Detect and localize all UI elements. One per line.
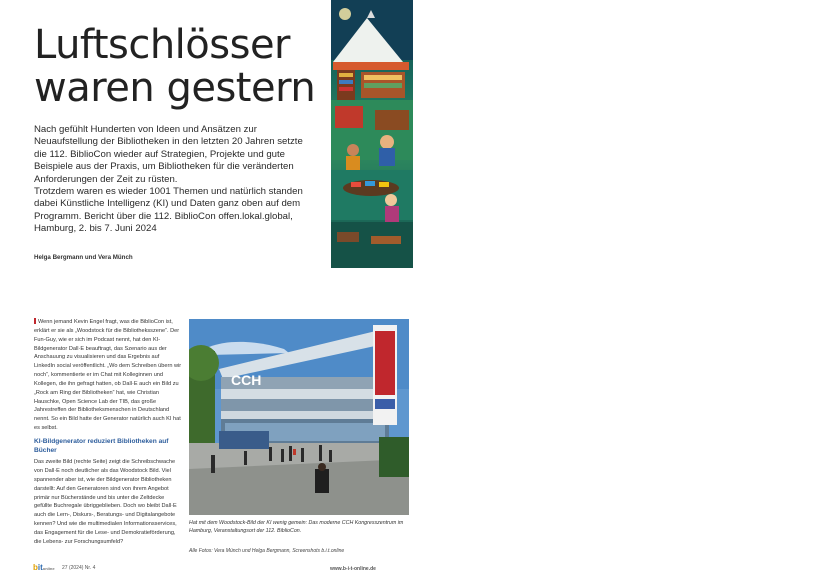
photo-credit: Alle Fotos: Vera Münch und Helga Bergmann, Screenshots b.i.t.online — [189, 548, 345, 554]
author-byline: Helga Bergmann und Vera Münch — [34, 254, 133, 261]
publication-url[interactable]: www.b-i-t-online.de — [330, 566, 376, 572]
photo-caption — [189, 520, 415, 535]
publication-logo: bitonline — [33, 563, 55, 572]
body-paragraph-1: Wenn jemand Kevin Engel fragt, was die BiblioCon ist, erklärt er sie als „Woodstock für die Bibliotheksszene“. Der Fun-Guy, wie er sich im Podcast nennt, hat den KI-Bildgenerator Dall·E beauftragt, das Szenario aus der Anschauung zu visualisieren und das Ergebnis auf LinkedIn social veröffentlicht. „Wo dem Schreiben übern wir noch“, kommentierte er im Chat mit Kolleginnen und Kollegen, die ihn gefragt hatten, ob Dall·E auch ein Bild zu „Rock am Ring der Bibliotheken“ hat, wie Christian Hauschke, Open Science Lab der TIB, das große Jahrestreffen der Bibliotheksmenschen in Deutschland nennt. So ein Bild hatte der Generator natürlich auch KI hat es selbst. — [34, 319, 182, 432]
photo-caption-text: Hat mit dem Woodstock-Bild der KI wenig gemein: Das moderne CCH Kongresszentrum im Hamburg, Veranstaltungsort der 112. BiblioCon. — [189, 520, 404, 534]
cch-building-photo — [189, 319, 409, 515]
ai-festival-illustration — [331, 0, 413, 268]
paragraph-start-marker — [34, 318, 36, 324]
headline-line-1: Luftschlösser — [34, 22, 290, 68]
building-sign-text: CCH — [231, 372, 262, 388]
article-headline — [34, 24, 324, 110]
intro-paragraph-2: Trotzdem waren es wieder 1001 Themen und natürlich standen dabei Künstliche Intelligenz (KI) und Daten ganz oben auf dem Programm. Bericht über die 112. BiblioCon offen.lokal.global, Hamburg, 2. bis 7. Juni 2024 — [34, 186, 303, 235]
cch-photo-graphic — [189, 319, 409, 515]
headline-line-2: waren gestern — [34, 65, 316, 111]
article-intro — [34, 124, 316, 236]
body-paragraph-2: Das zweite Bild (rechte Seite) zeigt die Schreibschwache von Dall·E noch deutlicher als das Woodstock Bild. Viel spannender aber ist, wie der Bildgenerator Bibliotheken darstellt: Auf den Generatoren sind von ihrem Angebot primär nur Bücherstände und bis unter die Zeltdecke gefüllte Buchregale übriggeblieben. Doch wo bleibt Dall·E auch die Lern-, Diskurs-, Beratungs- und Digitalangebote kennen? Und wie die multimedialen Informationsservices, das Engagement für die Lese- und Demokratieförderung, die Lebens- zur Forschungsumfeld? — [34, 459, 177, 545]
article-body-column — [34, 318, 182, 547]
body-subheading: KI-Bildgenerator reduziert Bibliotheken auf Bücher — [34, 437, 169, 454]
issue-info: 27 (2024) Nr. 4 — [62, 565, 96, 571]
festival-scene-graphic — [331, 0, 413, 268]
intro-paragraph-1: Nach gefühlt Hunderten von Ideen und Ansätzen zur Neuaufstellung der Bibliotheken in den letzten 20 Jahren setzte die 112. BiblioCon wieder auf Strategien, Projekte und gute Beispiele aus der Praxis, um Bibliotheken für die veränderten Anforderungen der Zeit zu rüsten. — [34, 124, 303, 185]
